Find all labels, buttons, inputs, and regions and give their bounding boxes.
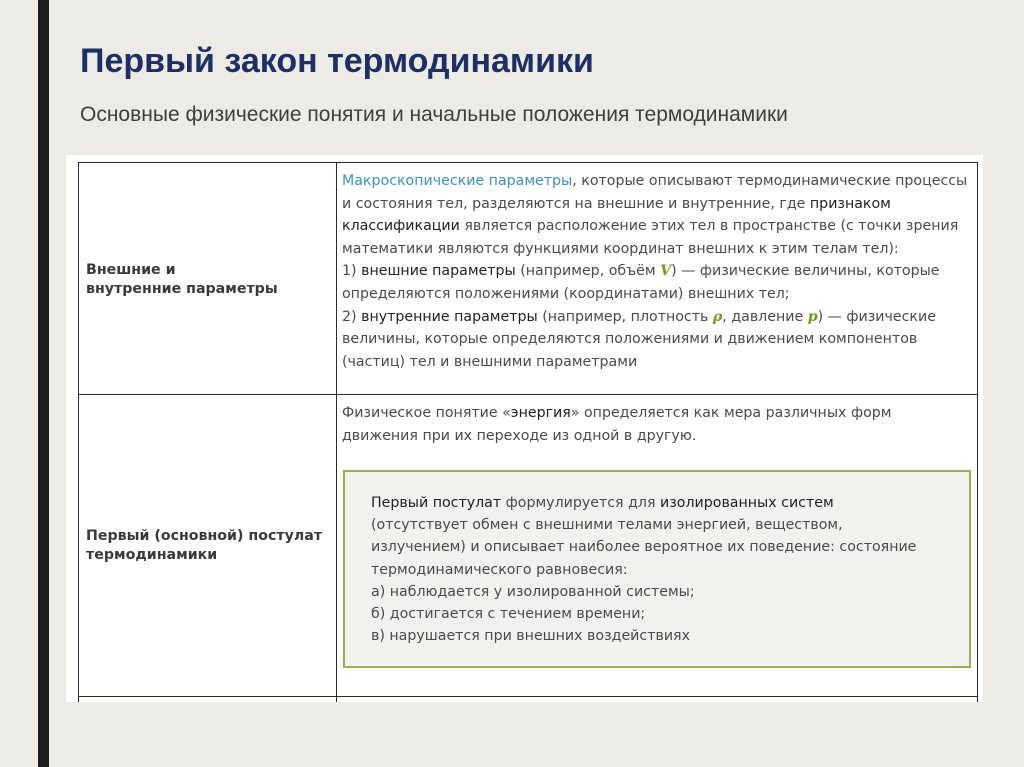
- energy-text-b: » определяется как мера различных форм движения при их переходе из одной в другую.: [342, 405, 892, 444]
- postulate-text: [371, 492, 931, 647]
- row1-text-b: является расположение этих тел в пространстве (с точки зрения математики являются функциями координат внешних к этим телам тел):: [342, 218, 959, 257]
- table-left-border: [78, 162, 79, 702]
- row1-label: [86, 261, 278, 299]
- energy-paragraph: [342, 402, 942, 447]
- item2-text-c: ) — физические величины, которые определяются положениями и движением компонентов (частиц) тел и внешними параметрами: [342, 308, 936, 370]
- postulate-text-a: формулируется для: [501, 495, 661, 511]
- classification-term: признаком классификации: [342, 195, 891, 235]
- postulate-callout: [343, 470, 971, 668]
- postulate-item-a: а) наблюдается у изолированной системы;: [371, 583, 695, 600]
- item1-prefix: 1): [342, 263, 362, 280]
- external-params-term: внешние параметры: [361, 263, 516, 280]
- table-right-border: [977, 162, 978, 702]
- item2-text-b: , давление: [722, 308, 808, 325]
- energy-term: энергия: [510, 405, 571, 421]
- isolated-systems-term: изолированных систем: [660, 495, 834, 511]
- row2-label-line2: термодинамики: [86, 547, 218, 563]
- row2-label-line1: Первый (основной) постулат: [86, 528, 323, 544]
- row2-label: [86, 527, 322, 565]
- internal-params-term: внутренние параметры: [361, 308, 538, 325]
- accent-bar: [38, 0, 49, 767]
- item2-text-a: (например, плотность: [537, 308, 713, 325]
- density-symbol: ρ: [712, 308, 723, 325]
- row1-label-line2: внутренние параметры: [86, 281, 278, 297]
- postulate-item-b: б) достигается с течением времени;: [371, 606, 646, 623]
- row1-label-line1: Внешние и: [86, 262, 176, 278]
- slide-title: Первый закон термодинамики: [80, 42, 594, 80]
- item1-text-b: ) — физические величины, которые определяются положениями (координатами) внешних тел;: [342, 263, 940, 302]
- first-postulate-term: Первый постулат: [371, 495, 502, 511]
- column-divider: [336, 162, 337, 702]
- energy-text-a: Физическое понятие «: [342, 405, 511, 421]
- item1-text-a: (например, объём: [515, 263, 661, 280]
- row1-description: [342, 170, 972, 373]
- pressure-symbol: p: [807, 308, 818, 325]
- volume-symbol: V: [660, 263, 672, 280]
- table-top-border: [78, 162, 978, 163]
- row-divider: [78, 394, 978, 395]
- postulate-item-c: в) нарушается при внешних воздействиях: [371, 628, 690, 645]
- macro-params-term: Макроскопические параметры: [342, 173, 573, 189]
- postulate-text-b: (отсутствует обмен с внешними телами энергией, веществом, излучением) и описывает наиболее вероятное их поведение: состояние термодинамического равновесия:: [371, 517, 917, 578]
- slide-subtitle: Основные физические понятия и начальные положения термодинамики: [80, 103, 788, 126]
- item2-prefix: 2): [342, 308, 362, 325]
- row-divider-bottom: [78, 696, 978, 697]
- row1-text-a: , которые описывают термодинамические процессы и состояния тел, разделяются на внешние и внутренние, где: [342, 173, 968, 212]
